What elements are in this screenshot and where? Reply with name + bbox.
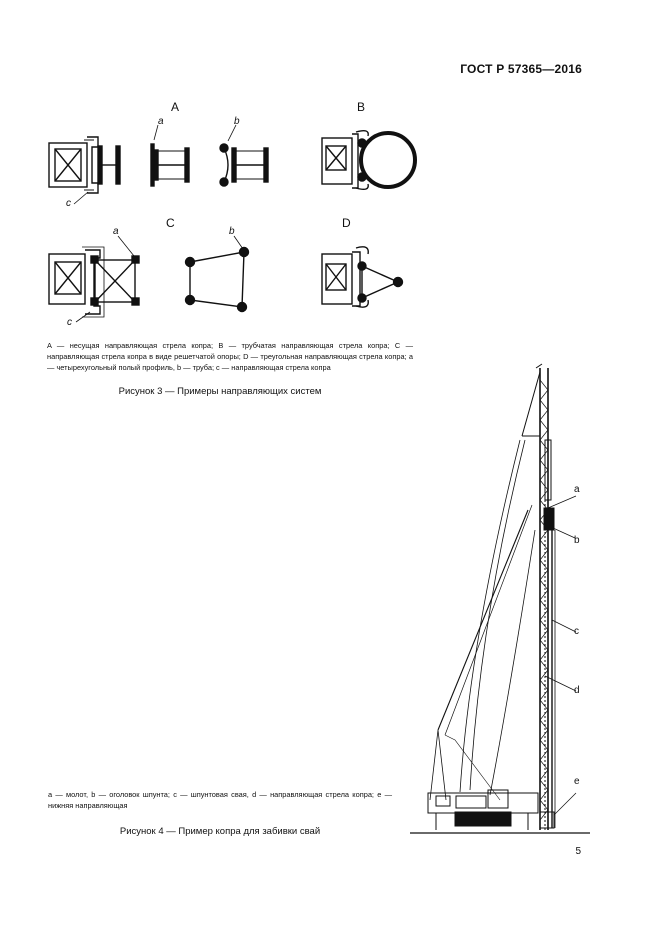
callout-b-1: b (234, 116, 240, 127)
panel-letter-b: B (357, 100, 366, 114)
figure-4-title: Рисунок 4 — Пример копра для забивки свай (119, 826, 321, 837)
callout-a-1: a (158, 116, 164, 127)
standard-code: ГОСТ Р 57365—2016 (460, 62, 582, 76)
callout-b-2: b (229, 226, 235, 237)
panel-letter-c: C (166, 216, 175, 230)
page-number: 5 (575, 846, 581, 857)
callout-c-fig4: c (574, 626, 579, 637)
callout-c-2: c (67, 317, 72, 328)
callout-c-1: c (66, 198, 71, 209)
callout-b-fig4: b (574, 535, 580, 546)
callout-e-fig4: e (574, 776, 580, 787)
figure-3-legend-text: A — несущая направляющая стрела копра; B — трубчатая направляющая стрела копра; C — направляющая стрела копра в виде решетчатой опоры; D — треугольная направляющая стрела копра; a — четырехугольный полый профиль, b — труба; c — направляющая стрела копра (47, 341, 413, 372)
figure-3-title: Рисунок 3 — Примеры направляющих систем (118, 386, 322, 397)
figure-4-legend: a — молот, b — оголовок шпунта; c — шпунтовая свая, d — направляющая стрела копра; e — нижняя направляющая (48, 790, 392, 810)
callout-a-fig4: a (574, 484, 580, 495)
panel-letter-a: A (171, 100, 180, 114)
callout-a-2: a (113, 226, 119, 237)
callout-d-fig4: d (574, 685, 580, 696)
panel-letter-d: D (342, 216, 351, 230)
